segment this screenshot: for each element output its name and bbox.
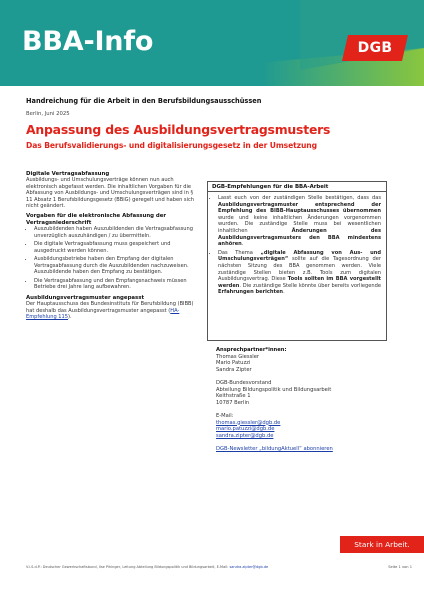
recommendations-list: [208, 192, 386, 296]
box-title: DGB-Empfehlungen für die BBA-Arbeit: [208, 182, 386, 192]
document-date: Berlin, Juni 2025: [26, 111, 70, 117]
emphasis: Ausbildungsvertragsmuster entsprechend der Empfehlung des BIBB-Hauptausschusses übernommen: [218, 201, 381, 215]
contact-block: [216, 347, 386, 453]
emphasis: Erfahrungen berichten: [218, 289, 284, 296]
section-text: Der Hauptausschuss des Bundesinstituts für Berufsbildung (BIBB) hat deshalb das Ausbildungsvertragsmuster angepasst (: [26, 301, 194, 314]
list-item: • Ausbildungsbetriebe haben den Empfang der digitalen Vertragsabfassung durch die Auszubildenden nachzuweisen. Auszubildende haben den Empfang zu bestätigen.: [34, 256, 196, 275]
text: . Die zuständige Stelle könnte über bereits vorliegende: [239, 282, 381, 289]
imprint-text: V.i.S.d.P.: Deutscher Gewerkschaftsbund, Ilse Pihinger, Leitung Abteilung Bildungspolitik und Bildungsarbeit, E-Mail:: [26, 565, 230, 569]
list-item: • Die Vertragsabfassung und den Empfangsnachweis müssen Betriebe drei Jahre lang aufbewahren.: [34, 278, 196, 291]
contacts-heading: Ansprechpartner*innen:: [216, 347, 287, 353]
page-number: Seite 1 von 1: [388, 565, 412, 569]
footer-email-link[interactable]: sandra.zipter@dgb.de: [229, 565, 269, 569]
section-body: [26, 301, 196, 320]
list-item: • Die digitale Vertragsabfassung muss gespeichert und ausgedruckt werden können.: [34, 241, 196, 254]
email-link[interactable]: thomas.giessler@dgb.de: [216, 419, 281, 426]
text: wurde und keine inhaltlichen Änderungen vorgenommen wurden. Die zuständige Stelle muss bei wesentlichen inhaltlichen: [218, 214, 381, 234]
org-line: Keithstraße 1: [216, 393, 251, 400]
list-item: [218, 250, 381, 296]
newsletter-link[interactable]: DGB-Newsletter „bildungAktuell“ abonnieren: [216, 445, 333, 452]
section-digital: [26, 171, 196, 209]
text: Das Thema: [218, 249, 261, 256]
section-template: [26, 295, 196, 321]
recommendations-box: [207, 181, 387, 341]
org-line: 10787 Berlin: [216, 399, 250, 406]
ha-recommendation-link[interactable]: HA-Empfehlung 115: [26, 307, 180, 321]
section-heading: Ausbildungsvertragsmuster angepasst: [26, 294, 145, 301]
section-body: Ausbildungs- und Umschulungsverträge können nun auch elektronisch abgefasst werden. Die inhaltlichen Vorgaben für die Abfassung von Ausbildungs- und Umschulungsverträgen sind in § 11 Absatz 1 Berufsbildungsgesetz (BBiG) geregelt und haben sich nicht geändert.: [26, 177, 195, 210]
email-link[interactable]: sandra.zipter@dgb.de: [216, 432, 274, 439]
slogan-text: Stark in Arbeit.: [354, 540, 410, 549]
document-subtitle: Handreichung für die Arbeit in den Berufsbildungsausschüssen: [26, 97, 262, 105]
org-line: DGB-Bundesvorstand: [216, 379, 272, 386]
text: Lasst euch von der zuständigen Stelle bestätigen, dass das: [218, 195, 381, 201]
logo-text: DGB: [357, 40, 393, 56]
spacer: [216, 439, 386, 446]
emphasis: Änderungen des Ausbildungsvertragsmusters den BBA mindestens anhören: [218, 227, 381, 248]
text: .: [283, 289, 285, 296]
email-label: E-Mail:: [216, 412, 234, 419]
spacer: [216, 373, 386, 380]
contact-name: Mario Patuzzi: [216, 360, 251, 367]
section-heading: Vorgaben für die elektronische Abfassung der Vertragsniederschrift: [26, 213, 167, 226]
section-heading: Digitale Vertragsabfassung: [26, 171, 110, 177]
page-subheading: Das Berufsvalidierungs- und digitalisierungsgesetz in der Umsetzung: [26, 141, 317, 150]
section-requirements: [26, 213, 196, 290]
section-text-end: ).: [68, 314, 72, 321]
header-band: [0, 0, 424, 86]
footer-imprint: [26, 565, 370, 569]
list-item: [218, 195, 381, 248]
list-item: • Auszubildenden haben Auszubildenden die Vertragsabfassung unverzüglich auszuhändigen / zu übermitteln.: [34, 226, 196, 239]
text: .: [241, 241, 244, 248]
contact-name: Sandra Zipter: [216, 366, 252, 373]
spacer: [216, 406, 386, 413]
emphasis: Tools sollten im BBA vorgestellt werden: [218, 276, 381, 289]
text: sollte auf die Tagesordnung der nächsten Sitzung des BBA genommen werden. Viele zuständige Stellen bieten z.B. Tools zum digitalen Ausbildungsvertrag. Diese: [218, 256, 381, 283]
left-column: [26, 171, 196, 324]
slogan-banner: [340, 536, 424, 553]
info-title: BBA-Info: [22, 26, 154, 57]
contact-name: Thomas Giessler: [216, 353, 260, 360]
emphasis: „digitale Abfassung von Aus- und Umschulungsverträgen“: [218, 249, 382, 263]
requirements-list: [26, 226, 196, 291]
org-line: Abteilung Bildungspolitik und Bildungsarbeit: [216, 386, 332, 393]
email-link[interactable]: mario.patuzzi@dgb.de: [216, 426, 275, 433]
page-title: Anpassung des Ausbildungsvertragsmusters: [26, 122, 331, 137]
